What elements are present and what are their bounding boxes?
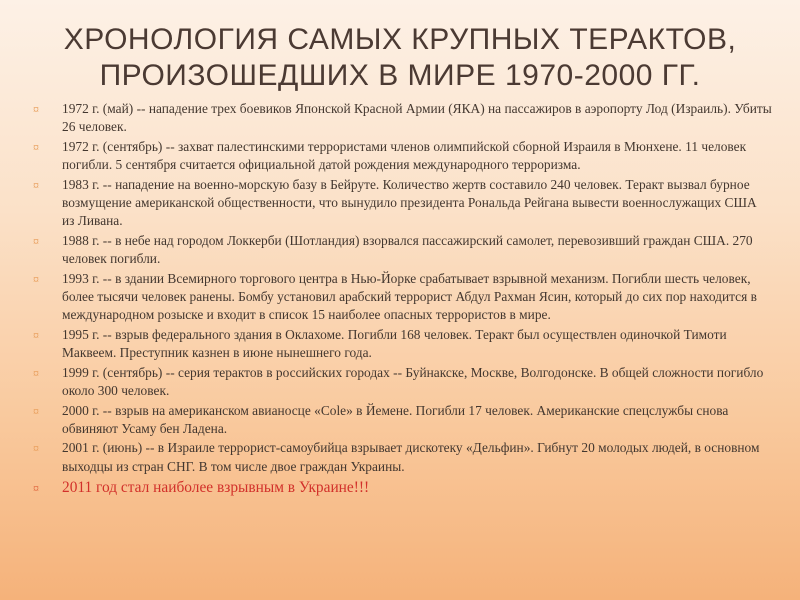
list-item-text: 1995 г. -- взрыв федерального здания в Оклахоме. Погибли 168 человек. Теракт был осуществлен одиночкой Тимоти Маквеем. Преступник казнен в июне нынешнего года. [62,326,727,361]
list-item [32,364,772,401]
list-item [32,232,772,269]
slide-title-line-2: ПРОИЗОШЕДШИХ В МИРЕ 1970-2000 ГГ. [99,59,701,92]
list-item-text: 1999 г. (сентябрь) -- серия терактов в российских городах -- Буйнакске, Москве, Волгодонске. В общей сложности погибло около 300 человек. [62,364,764,399]
bullet-icon: ¤ [33,327,39,342]
list-item [32,176,772,231]
chronology-list [32,100,772,499]
list-item-text: 1988 г. -- в небе над городом Локкерби (Шотландия) взорвался пассажирский самолет, перевозивший граждан США. 270 человек погибли. [62,232,753,267]
list-item [32,100,772,137]
list-item-text: 1983 г. -- нападение на военно-морскую базу в Бейруте. Количество жертв составило 240 человек. Теракт вызвал бурное возмущение американской общественности, что вынудило президента Рональда Рейгана вывести военнослужащих США из Ливана. [62,176,757,229]
list-item-text: 2000 г. -- взрыв на американском авианосце «Cole» в Йемене. Погибли 17 человек. Американские спецслужбы снова обвиняют Усаму бен Ладена. [62,402,729,436]
list-item-text: 1972 г. (май) -- нападение трех боевиков Японской Красной Армии (ЯКА) на пассажиров в аэропорту Лод (Израиль). Убиты 26 человек. [62,101,772,135]
bullet-icon: ¤ [33,271,39,286]
highlight-list-item [32,479,772,497]
highlight-text: 2011 год стал наиболее взрывным в Украине!!! [62,479,370,497]
list-item-text: 2001 г. (июнь) -- в Израиле террорист-самоубийца взрывает дискотеку «Дельфин». Гибнут 20 молодых людей, в основном выходцы из стран СНГ. В том числе двое граждан Украины. [62,440,760,474]
bullet-icon: ¤ [33,102,39,116]
slide-title-line-1: ХРОНОЛОГИЯ САМЫХ КРУПНЫХ ТЕРАКТОВ, [63,23,737,56]
list-item [32,439,772,476]
list-item [32,138,772,175]
bullet-icon: ¤ [33,233,39,248]
bullet-icon: ¤ [33,403,39,418]
bullet-icon: ¤ [33,365,39,380]
bullet-icon: ¤ [33,139,39,154]
list-item-text: 1972 г. (сентябрь) -- захват палестинскими террористами членов олимпийской сборной Израиля в Мюнхене. 11 человек погибли. 5 сентября считается официальной датой рождения международного терроризма. [62,138,747,173]
list-item [32,326,772,363]
slide-title [0,22,800,94]
bullet-icon: ¤ [33,441,39,456]
list-item-text: 1993 г. -- в здании Всемирного торгового центра в Нью-Йорке срабатывает взрывной механизм. Погибли шесть человек, более тысячи человек ранены. Бомбу установил арабский террорист Абдул Рахман Ясин, который до сих пор находится в международном розыске и входит в список 15 наиболее опасных террористов в мире. [62,270,757,323]
list-item [32,402,772,439]
bullet-icon: ¤ [33,481,39,496]
bullet-icon: ¤ [33,177,39,192]
list-item [32,270,772,325]
